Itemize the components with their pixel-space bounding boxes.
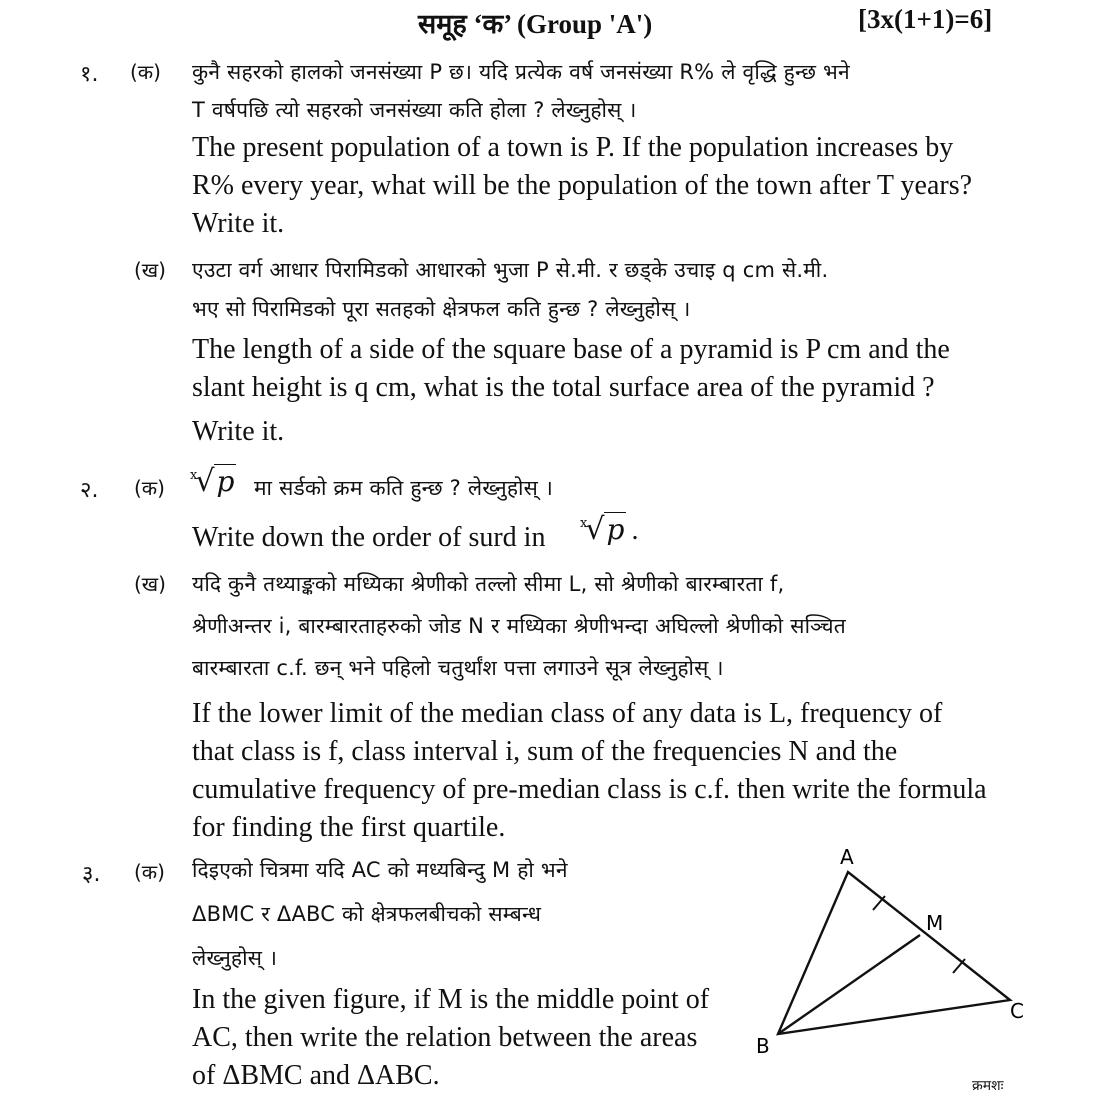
q2b-english-line2: that class is f, class interval i, sum of the frequencies N and the [192, 736, 898, 767]
q1b-english-line3: Write it. [192, 416, 285, 447]
q1a-english-line2: R% every year, what will be the population of the town after T years? [192, 170, 973, 201]
point-label-m: M [926, 911, 944, 935]
q2b-nepali-line3: बारम्बारता c.f. छन् भने पहिलो चतुर्थांश पत्ता लगाउने सूत्र लेख्नुहोस् । [192, 656, 724, 680]
surd-variable: p [216, 465, 235, 498]
q2b-label: (ख) [134, 572, 166, 596]
group-title: समूह ‘क’ (Group 'A') [418, 9, 653, 39]
q2a-english-surd [578, 512, 639, 547]
q2a-english-text: Write down the order of surd in [192, 522, 546, 553]
q3a-english-line2: AC, then write the relation between the areas [192, 1022, 698, 1053]
q1b-nepali-line1: एउटा वर्ग आधार पिरामिडको आधारको भुजा P से.मी. र छड्के उचाइ q cm से.मी. [192, 258, 829, 282]
q2a-nepali-text: मा सर्डको क्रम कति हुन्छ ? लेख्नुहोस् । [254, 476, 554, 500]
q2b-english-line1: If the lower limit of the median class of any data is L, frequency of [192, 698, 943, 729]
q1a-nepali-line1: कुनै सहरको हालको जनसंख्या P छ। यदि प्रत्येक वर्ष जनसंख्या R% ले वृद्धि हुन्छ भने [192, 60, 850, 84]
q1a-english-line3: Write it. [192, 208, 285, 239]
q2a-surd-expression [188, 464, 236, 499]
q1b-label: (ख) [134, 258, 166, 282]
q2b-nepali-line2: श्रेणीअन्तर i, बारम्बारताहरुको जोड N र मध्यिका श्रेणीभन्दा अघिल्लो श्रेणीको सञ्चित [192, 614, 846, 638]
q2a-label: (क) [134, 476, 165, 500]
surd-index: x [190, 468, 198, 483]
q3a-label: (क) [134, 860, 165, 884]
q1b-english-line2: slant height is q cm, what is the total surface area of the pyramid ? [192, 372, 935, 403]
q1a-nepali-line2: T वर्षपछि त्यो सहरको जनसंख्या कति होला ? लेख्नुहोस् । [192, 98, 637, 122]
tick-mark-am [873, 896, 885, 910]
continued-marker: क्रमशः [972, 1078, 1004, 1094]
q1b-english-line1: The length of a side of the square base of a pyramid is P cm and the [192, 334, 950, 365]
q2b-english-line4: for finding the first quartile. [192, 812, 506, 843]
q3a-nepali-line2: ΔBMC र ΔABC को क्षेत्रफलबीचको सम्बन्ध [192, 902, 542, 926]
q2a-english-period: . [631, 515, 639, 546]
vertex-label-c: C [1010, 999, 1024, 1023]
q3a-nepali-line3: लेख्नुहोस् । [192, 946, 278, 970]
q1a-english-line1: The present population of a town is P. If the population increases by [192, 132, 954, 163]
surd-variable-en: p [606, 513, 625, 546]
q2b-english-line3: cumulative frequency of pre-median class is c.f. then write the formula [192, 774, 987, 805]
q3-number: ३. [82, 862, 101, 887]
q3a-nepali-line1: दिइएको चित्रमा यदि AC को मध्यबिन्दु M हो भने [192, 858, 568, 882]
vertex-label-b: B [756, 1034, 770, 1058]
q2-number: २. [80, 478, 99, 503]
surd-index-en: x [580, 516, 588, 531]
q3a-english-line1: In the given figure, if M is the middle point of [192, 984, 710, 1015]
q1b-nepali-line2: भए सो पिरामिडको पूरा सतहको क्षेत्रफल कति हुन्छ ? लेख्नुहोस् । [192, 297, 691, 321]
q2b-nepali-line1: यदि कुनै तथ्याङ्कको मध्यिका श्रेणीको तल्लो सीमा L, सो श्रेणीको बारम्बारता f, [192, 572, 785, 596]
marks-allocation: [3x(1+1)=6] [858, 4, 993, 34]
q1a-label: (क) [130, 60, 161, 84]
radical-sign-icon: √ [195, 464, 215, 499]
vertex-label-a: A [840, 845, 854, 869]
radical-sign-icon: √ [585, 512, 605, 547]
triangle-figure [740, 840, 1040, 1060]
q3a-english-line3: of ΔBMC and ΔABC. [192, 1060, 440, 1091]
q1-number: १. [80, 62, 99, 87]
